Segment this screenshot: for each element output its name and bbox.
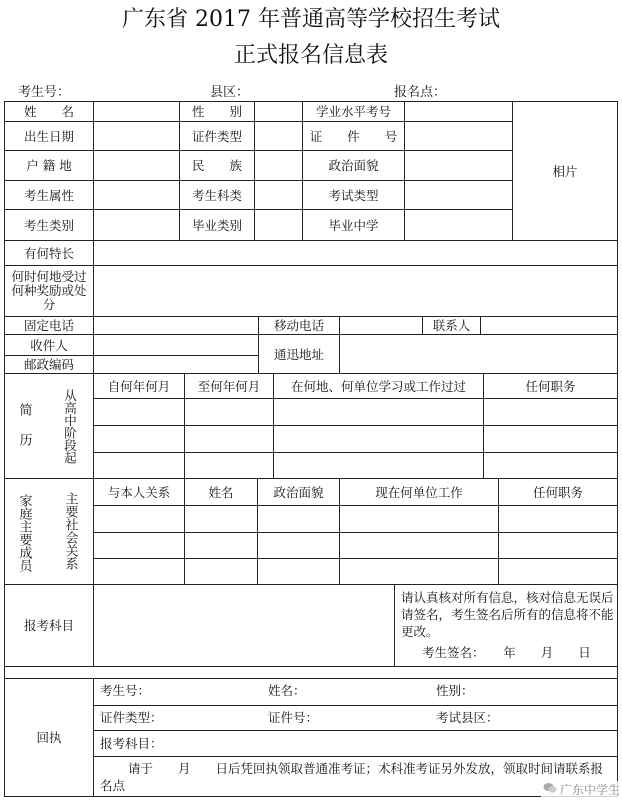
family-side-note: 主要社会关系	[62, 492, 78, 570]
label-exam-type: 考试类型	[328, 187, 379, 203]
receipt-id-no: 证件号：	[268, 710, 319, 725]
header-exam-no: 考生号：	[18, 85, 71, 100]
label-hukou: 户 籍 地	[26, 158, 72, 173]
label-receipt: 回执	[36, 730, 62, 745]
label-category: 考生类别	[23, 217, 74, 233]
label-grad-type: 毕业类别	[191, 217, 242, 233]
student-signature: 考生签名： 年 月 日	[422, 645, 591, 660]
receipt-district: 考试县区：	[436, 710, 499, 725]
family-col-position: 任何职务	[532, 484, 583, 500]
resume-col-to: 至何年何月	[197, 378, 261, 394]
label-attr: 考生属性	[23, 187, 74, 203]
label-name: 姓 名	[23, 104, 74, 119]
receipt-notice: 请于 月 日后凭回执领取普通准考证；术科准考证另外发放，领取时间请联系报名点	[100, 761, 604, 793]
header-site: 报名点：	[394, 85, 447, 100]
label-mobile: 移动电话	[273, 318, 324, 333]
form-title: 广东省 2017 年普通高等学校招生考试	[122, 7, 500, 32]
watermark	[541, 781, 622, 798]
family-col-name: 姓名	[208, 484, 234, 500]
wechat-icon	[543, 782, 557, 797]
label-ethnic: 民 族	[191, 158, 242, 173]
resume-col-from: 自何年何月	[107, 378, 171, 394]
label-gender: 性 别	[191, 104, 242, 119]
label-contact-person: 联系人	[432, 318, 471, 333]
family-col-relation: 与本人关系	[107, 484, 171, 500]
label-id-type: 证件类型	[191, 128, 242, 144]
confirm-note: 请认真核对所有信息，核对信息无误后请签名，考生签名后所有的信息将不能更改。	[401, 590, 614, 639]
form-subtitle: 正式报名信息表	[233, 43, 388, 68]
receipt-exam-no: 考生号：	[100, 683, 151, 698]
label-political: 政治面貌	[328, 158, 379, 173]
family-col-political: 政治面貌	[273, 484, 324, 500]
label-birth: 出生日期	[23, 128, 74, 144]
resume-col-place: 在何地、何单位学习或工作过过	[290, 378, 466, 394]
label-special: 有何特长	[23, 245, 74, 261]
header-county: 县区：	[210, 85, 250, 100]
label-postcode: 邮政编码	[23, 357, 74, 372]
resume-side-note: 从高中阶段起	[62, 388, 78, 464]
family-col-work: 现在何单位工作	[375, 484, 463, 500]
receipt-gender: 性别：	[436, 683, 474, 698]
photo-box: 相片	[552, 163, 578, 179]
label-subject: 考生科类	[191, 187, 242, 203]
label-receiver: 收件人	[30, 337, 68, 353]
family-side-label: 家庭主要成员	[16, 494, 32, 572]
label-subjects: 报考科目	[23, 618, 74, 633]
resume-side-label: 简 历	[16, 402, 32, 448]
receipt-name: 姓名：	[268, 683, 306, 698]
label-grad-school: 毕业中学	[328, 217, 379, 233]
label-phone: 固定电话	[23, 318, 74, 333]
label-id-no: 证 件 号	[309, 128, 398, 144]
label-level-no: 学业水平考号	[315, 104, 391, 119]
label-awards: 何时何地受过何种奖励或处分	[11, 269, 87, 312]
receipt-subjects: 报考科目：	[100, 736, 163, 751]
label-address: 通迅地址	[273, 346, 324, 362]
receipt-id-type: 证件类型：	[100, 710, 163, 725]
watermark-text: 广东中学生	[559, 783, 620, 797]
resume-col-position: 任何职务	[525, 378, 576, 394]
